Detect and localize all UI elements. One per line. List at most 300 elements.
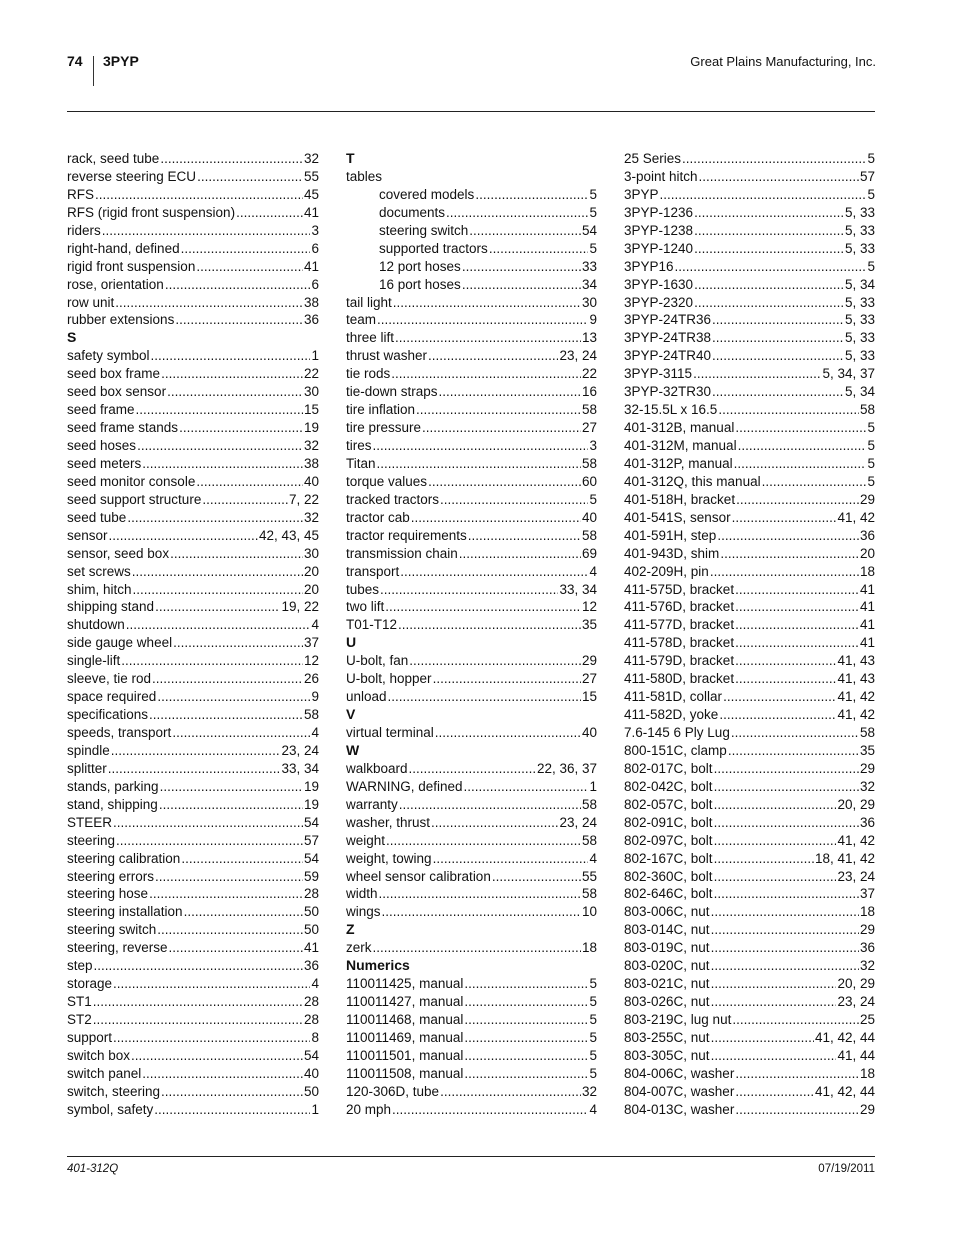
dot-leader	[469, 222, 581, 240]
index-term: weight, towing	[346, 850, 432, 866]
dot-leader	[428, 347, 558, 365]
index-entry	[67, 850, 319, 868]
page-references: 5, 33	[844, 294, 875, 310]
index-term: steering calibration	[67, 850, 181, 866]
index-entry	[346, 311, 597, 329]
dot-leader	[93, 993, 303, 1011]
index-entry	[346, 670, 597, 688]
index-term: 3-point hitch	[624, 168, 698, 184]
dot-leader	[712, 347, 844, 365]
index-entry	[67, 545, 319, 563]
page-references: 38	[303, 294, 319, 310]
index-term: 3PYP-2320	[624, 294, 694, 310]
dot-leader	[464, 1047, 588, 1065]
index-entry	[67, 688, 319, 706]
page-references: 35	[581, 617, 597, 633]
page-references: 5, 33	[844, 222, 875, 238]
page-references: 23, 24	[559, 814, 597, 830]
page-references: 36	[859, 940, 875, 956]
dot-leader	[111, 742, 281, 760]
page-references: 5, 33	[844, 330, 875, 346]
page-references: 54	[303, 850, 319, 866]
page-references: 5	[589, 1012, 597, 1027]
dot-leader	[95, 186, 303, 204]
dot-leader	[400, 563, 588, 581]
index-entry	[624, 563, 875, 581]
index-subentry	[346, 222, 597, 240]
index-term: shutdown	[67, 617, 125, 633]
page-references: 18	[859, 1065, 875, 1081]
index-entry	[67, 473, 319, 491]
dot-leader	[492, 868, 581, 886]
dot-leader	[718, 401, 859, 419]
page-references: 4	[589, 1101, 597, 1117]
page-references: 41, 44	[837, 1047, 875, 1063]
index-entry	[346, 598, 597, 616]
index-entry	[346, 401, 597, 419]
page-references: 29	[859, 1101, 875, 1117]
index-entry	[67, 921, 319, 939]
index-entry	[624, 329, 875, 347]
company-name: Great Plains Manufacturing, Inc.	[690, 54, 876, 69]
page-references: 22, 36, 37	[536, 760, 597, 776]
page-references: 5, 33	[844, 312, 875, 328]
index-entry	[346, 778, 597, 796]
index-column-3	[624, 150, 875, 1119]
page-references: 50	[303, 904, 319, 920]
dot-leader	[732, 509, 837, 527]
dot-leader	[711, 1047, 837, 1065]
index-section-heading: W	[346, 741, 360, 758]
dot-leader	[409, 760, 536, 778]
index-term: side gauge wheel	[67, 635, 173, 651]
index-entry	[67, 258, 319, 276]
index-entry	[67, 401, 319, 419]
page-references: 41	[303, 204, 319, 220]
index-term: 3PYP-1630	[624, 276, 694, 292]
page-references: 13	[581, 330, 597, 346]
index-entry	[67, 204, 319, 222]
index-term: transmission chain	[346, 545, 458, 561]
index-entry	[624, 1011, 875, 1029]
page-references: 41, 42	[837, 832, 875, 848]
index-entry	[346, 329, 597, 347]
index-entry	[346, 347, 597, 365]
dot-leader	[717, 527, 859, 545]
dot-leader	[179, 419, 303, 437]
index-term: reverse steering ECU	[67, 168, 197, 184]
index-entry	[624, 850, 875, 868]
index-subentry	[346, 204, 597, 222]
index-term: 3PYP-1240	[624, 240, 694, 256]
dot-leader	[468, 527, 581, 545]
index-entry	[67, 670, 319, 688]
page-references: 40	[581, 725, 597, 740]
page-references: 28	[303, 886, 319, 902]
page-references: 3	[589, 438, 597, 453]
index-term: tractor cab	[346, 509, 410, 525]
index-entry	[346, 688, 597, 706]
dot-leader	[409, 652, 581, 670]
index-entry	[67, 365, 319, 383]
page-references: 1	[311, 348, 319, 364]
page-references: 20	[303, 581, 319, 597]
dot-leader	[735, 581, 859, 599]
dot-leader	[694, 204, 844, 222]
index-term: unload	[346, 689, 387, 705]
index-term: sensor	[67, 527, 108, 543]
index-term: 804-007C, washer	[624, 1083, 735, 1099]
page-references: 41	[303, 258, 319, 274]
page-references: 29	[859, 760, 875, 776]
index-entry	[624, 796, 875, 814]
index-term: steering installation	[67, 904, 183, 920]
index-term: Titan	[346, 455, 376, 471]
page-references: 54	[581, 222, 597, 238]
index-entry	[624, 688, 875, 706]
dot-leader	[464, 778, 589, 796]
index-term: 3PYP16	[624, 258, 674, 274]
index-term: 411-578D, bracket	[624, 635, 735, 651]
dot-leader	[411, 509, 581, 527]
page-header	[0, 0, 954, 120]
dot-leader	[714, 778, 859, 796]
dot-leader	[142, 1065, 303, 1083]
index-term: 411-582D, yoke	[624, 707, 719, 723]
index-entry	[67, 437, 319, 455]
index-term: 110011469, manual	[346, 1029, 464, 1045]
dot-leader	[380, 581, 558, 599]
dot-leader	[675, 258, 867, 276]
index-term: 3PYP-24TR36	[624, 312, 712, 328]
page-references: 18	[581, 940, 597, 956]
dot-leader	[712, 329, 844, 347]
index-entry	[624, 491, 875, 509]
index-term: 120-306D, tube	[346, 1083, 440, 1099]
index-entry	[67, 491, 319, 509]
page-references: 32	[581, 1083, 597, 1099]
page-references: 18	[859, 904, 875, 920]
page-references: 5	[589, 491, 597, 507]
page-references: 58	[581, 796, 597, 812]
dot-leader	[711, 921, 859, 939]
index-entry	[624, 616, 875, 634]
dot-leader	[157, 921, 303, 939]
index-entry	[67, 581, 319, 599]
index-term: 802-057C, bolt	[624, 796, 713, 812]
page-references: 55	[303, 168, 319, 184]
dot-leader	[735, 1083, 814, 1101]
dot-leader	[152, 670, 303, 688]
dot-leader	[149, 706, 303, 724]
index-entry	[67, 957, 319, 975]
page-references: 41, 42, 44	[814, 1083, 875, 1099]
dot-leader	[440, 491, 588, 509]
dot-leader	[373, 939, 581, 957]
dot-leader	[699, 168, 859, 186]
index-entry	[346, 1065, 597, 1083]
index-term: steering, reverse	[67, 940, 168, 956]
index-term: 401-312Q, this manual	[624, 473, 761, 489]
dot-leader	[712, 311, 844, 329]
dot-leader	[435, 724, 581, 742]
index-entry	[67, 222, 319, 240]
index-entry	[67, 311, 319, 329]
model-name: 3PYP	[103, 53, 139, 69]
dot-leader	[151, 347, 311, 365]
page-references: 5	[589, 240, 597, 256]
page-references: 41	[859, 635, 875, 651]
index-term: switch panel	[67, 1065, 142, 1081]
index-term: 401-312M, manual	[624, 438, 737, 453]
index-entry	[624, 652, 875, 670]
index-entry	[624, 1047, 875, 1065]
index-term: seed hoses	[67, 438, 137, 453]
dot-leader	[202, 491, 288, 509]
index-term: 402-209H, pin	[624, 563, 709, 579]
index-term: support	[67, 1029, 113, 1045]
index-term: seed frame stands	[67, 420, 179, 436]
page-references: 5	[589, 994, 597, 1010]
page-references: 58	[581, 455, 597, 471]
index-entry	[346, 491, 597, 509]
index-term: steering	[67, 832, 116, 848]
index-entry	[346, 832, 597, 850]
page-references: 27	[581, 420, 597, 436]
index-term: virtual terminal	[346, 725, 434, 740]
index-term: 411-579D, bracket	[624, 653, 735, 669]
page-number: 74	[67, 53, 83, 69]
page-references: 33	[581, 258, 597, 274]
index-term: sleeve, tie rod	[67, 671, 152, 687]
index-term: rack, seed tube	[67, 151, 160, 166]
dot-leader	[711, 993, 837, 1011]
index-entry	[624, 168, 875, 186]
page-references: 5	[867, 258, 875, 274]
page-references: 9	[589, 312, 597, 328]
dot-leader	[391, 365, 581, 383]
page-references: 30	[303, 545, 319, 561]
index-entry	[346, 814, 597, 832]
header-divider	[93, 56, 94, 86]
index-term: two lift	[346, 599, 385, 615]
dot-leader	[464, 1029, 588, 1047]
index-entry	[346, 1101, 597, 1119]
index-term: torque values	[346, 473, 428, 489]
index-term: 804-013C, washer	[624, 1101, 735, 1117]
dot-leader	[149, 885, 303, 903]
index-term: tracked tractors	[346, 491, 440, 507]
page-references: 57	[303, 832, 319, 848]
dot-leader	[181, 240, 311, 258]
index-entry	[346, 383, 597, 401]
index-term: 32-15.5L x 16.5	[624, 402, 718, 418]
index-term: documents	[379, 204, 446, 220]
index-entry	[346, 437, 597, 455]
index-entry	[67, 1065, 319, 1083]
index-term: seed box sensor	[67, 384, 167, 400]
dot-leader	[155, 868, 303, 886]
index-term: 7.6-145 6 Ply Lug	[624, 725, 730, 740]
page-references: 40	[303, 1065, 319, 1081]
index-term: rose, orientation	[67, 276, 164, 292]
dot-leader	[94, 957, 303, 975]
index-entry	[346, 1011, 597, 1029]
page-references: 28	[303, 1012, 319, 1027]
page-references: 58	[303, 707, 319, 723]
index-entry	[67, 634, 319, 652]
index-term: 110011468, manual	[346, 1012, 464, 1027]
index-entry	[624, 957, 875, 975]
index-entry	[67, 814, 319, 832]
dot-leader	[398, 616, 581, 634]
dot-leader	[93, 1011, 303, 1029]
page-references: 27	[581, 671, 597, 687]
index-entry	[624, 527, 875, 545]
index-term: RFS	[67, 186, 94, 202]
index-entry	[67, 975, 319, 993]
index-term: 802-042C, bolt	[624, 778, 713, 794]
index-section-heading: S	[67, 329, 77, 346]
dot-leader	[113, 1029, 310, 1047]
dot-leader	[109, 527, 258, 545]
page-references: 5, 33	[844, 240, 875, 256]
dot-leader	[157, 688, 310, 706]
index-term: T01-T12	[346, 617, 398, 633]
index-entry	[624, 724, 875, 742]
index-entry	[67, 939, 319, 957]
index-entry	[67, 993, 319, 1011]
page-references: 41, 42	[837, 707, 875, 723]
index-entry	[346, 616, 597, 634]
page-references: 32	[303, 151, 319, 166]
index-entry	[346, 168, 597, 186]
dot-leader	[127, 509, 303, 527]
page-references: 19, 22	[281, 599, 319, 615]
index-entry	[624, 347, 875, 365]
page-references: 41, 42	[837, 689, 875, 705]
index-term: ST2	[67, 1012, 92, 1027]
index-entry	[346, 868, 597, 886]
index-term: 803-219C, lug nut	[624, 1012, 732, 1027]
dot-leader	[714, 814, 859, 832]
dot-leader	[735, 598, 859, 616]
index-entry	[346, 419, 597, 437]
dot-leader	[694, 240, 844, 258]
index-entry	[67, 760, 319, 778]
header-rule	[67, 111, 875, 112]
index-term: 802-167C, bolt	[624, 850, 713, 866]
dot-leader	[714, 796, 837, 814]
dot-leader	[196, 258, 303, 276]
dot-leader	[732, 1011, 859, 1029]
page-references: 23, 24	[559, 348, 597, 364]
page-references: 5, 34, 37	[822, 366, 875, 382]
index-entry	[67, 240, 319, 258]
dot-leader	[735, 652, 836, 670]
index-entry	[624, 437, 875, 455]
index-entry	[624, 598, 875, 616]
dot-leader	[155, 598, 280, 616]
page-references: 37	[303, 635, 319, 651]
dot-leader	[165, 276, 311, 294]
page-references: 15	[581, 689, 597, 705]
index-term: 802-360C, bolt	[624, 868, 713, 884]
index-term: 411-580D, bracket	[624, 671, 735, 687]
index-term: covered models	[379, 186, 475, 202]
index-entry	[346, 473, 597, 491]
index-term: seed frame	[67, 402, 135, 418]
dot-leader	[373, 437, 589, 455]
page-references: 12	[303, 653, 319, 669]
index-term: tables	[346, 168, 383, 184]
index-term: spindle	[67, 742, 110, 758]
index-entry	[346, 1029, 597, 1047]
page-references: 32	[303, 509, 319, 525]
index-term: 803-020C, nut	[624, 958, 710, 974]
index-entry	[346, 885, 597, 903]
dot-leader	[173, 634, 303, 652]
index-entry	[67, 1047, 319, 1065]
page-references: 37	[859, 886, 875, 902]
page-references: 32	[859, 778, 875, 794]
index-entry	[67, 150, 319, 168]
page-references: 54	[303, 814, 319, 830]
index-term: 411-575D, bracket	[624, 581, 735, 597]
dot-leader	[711, 1029, 814, 1047]
dot-leader	[433, 850, 589, 868]
index-entry	[624, 258, 875, 276]
index-section-heading: Numerics	[346, 957, 410, 974]
index-term: supported tractors	[379, 240, 488, 256]
index-entry	[624, 311, 875, 329]
dot-leader	[728, 742, 859, 760]
index-term: seed monitor console	[67, 473, 196, 489]
index-entry	[346, 903, 597, 921]
index-entry	[67, 455, 319, 473]
index-term: seed box frame	[67, 366, 161, 382]
dot-leader	[196, 473, 303, 491]
page-references: 41	[859, 617, 875, 633]
index-term: 802-017C, bolt	[624, 760, 713, 776]
index-term: 803-019C, nut	[624, 940, 710, 956]
page-references: 19	[303, 420, 319, 436]
index-term: tire inflation	[346, 402, 416, 418]
dot-leader	[660, 186, 867, 204]
dot-leader	[393, 294, 581, 312]
page-references: 5	[589, 186, 597, 202]
page-references: 5	[589, 1029, 597, 1045]
index-section-heading: T	[346, 150, 355, 166]
index-entry	[67, 419, 319, 437]
page-references: 20	[859, 545, 875, 561]
index-term: 803-021C, nut	[624, 976, 710, 992]
index-entry	[624, 939, 875, 957]
dot-leader	[142, 455, 303, 473]
index-term: space required	[67, 689, 157, 705]
index-term: stand, shipping	[67, 796, 158, 812]
index-term: 803-006C, nut	[624, 904, 710, 920]
index-entry	[67, 563, 319, 581]
page-references: 5	[589, 1047, 597, 1063]
dot-leader	[694, 294, 844, 312]
index-term: 401-518H, bracket	[624, 491, 736, 507]
index-entry	[624, 778, 875, 796]
page-references: 69	[581, 545, 597, 561]
page-references: 29	[859, 922, 875, 938]
index-term: riders	[67, 222, 101, 238]
page-references: 38	[303, 455, 319, 471]
